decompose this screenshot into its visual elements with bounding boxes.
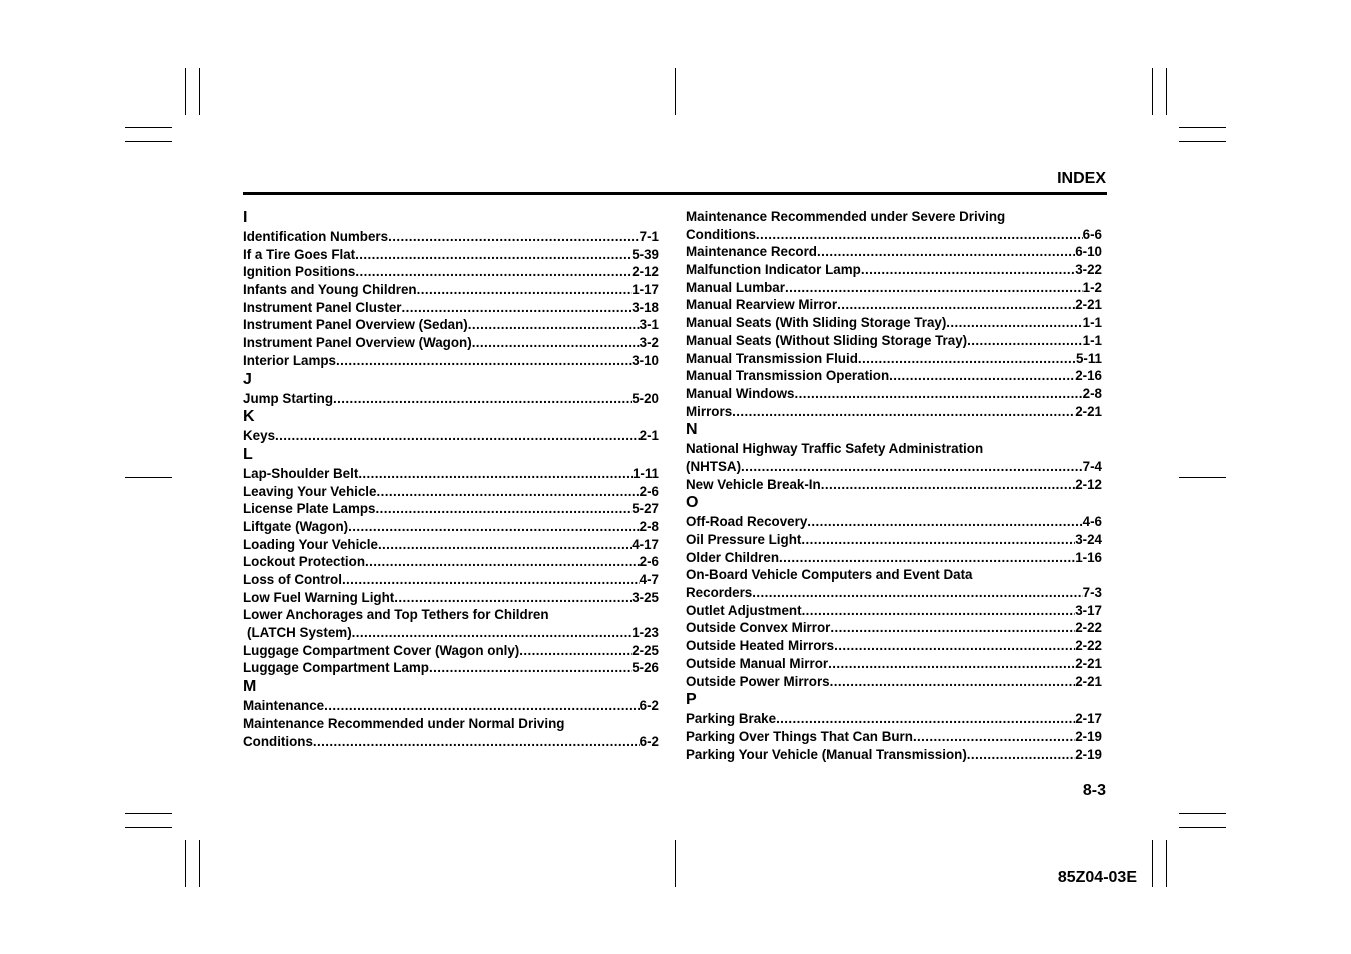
index-entry [686,476,1102,494]
index-entry [686,458,1102,476]
section-letter: J [243,370,252,388]
index-entry-name: Outside Heated Mirrors [686,638,835,654]
index-entry [686,385,1102,403]
dot-leader [378,536,632,554]
index-entry [686,403,1102,421]
dot-leader [348,518,640,536]
index-entry-name: Instrument Panel Cluster [243,299,402,315]
index-entry [686,350,1102,368]
section-letter: M [243,678,257,696]
index-entry-page: 5-26 [632,660,659,676]
index-entry-name: Manual Lumbar [686,279,785,295]
dot-leader [313,733,640,751]
dot-leader [355,246,632,264]
index-entry-page: 1-2 [1082,279,1102,295]
index-entry [243,500,659,518]
index-entry [243,334,659,352]
index-entry-lead: National Highway Traffic Safety Administration [686,441,984,457]
index-entry-page: 1-16 [1075,549,1102,565]
dot-leader [402,299,633,317]
dot-leader [472,334,640,352]
index-entry-name: (LATCH System) [247,625,352,641]
crop-mark [1179,813,1226,814]
dot-leader [388,228,640,246]
index-entry-name: Manual Transmission Operation [686,368,890,384]
index-entry-name: Loss of Control [243,572,342,587]
index-entry-name: Low Fuel Warning Light [243,589,395,605]
dot-leader [821,476,1075,494]
index-entry-name: Manual Rearview Mirror [686,297,838,313]
index-entry-page: 1-1 [1082,315,1102,331]
index-entry-name: License Plate Lamps [243,501,376,517]
index-entry [686,619,1102,637]
index-entry-page: 7-1 [639,229,659,244]
index-entry [686,513,1102,531]
section-letter: P [686,691,697,709]
index-entry [686,637,1102,655]
dot-leader [834,637,1075,655]
index-entry-page: 2-6 [639,554,659,570]
dot-leader [756,226,1083,244]
index-entry [243,624,659,642]
index-entry-page: 7-4 [1082,458,1102,474]
index-entry [243,697,659,715]
index-entry-name: Parking Your Vehicle (Manual Transmission) [686,746,967,762]
crop-mark [125,477,172,478]
page-number: 8-3 [1082,782,1106,799]
index-entry-name: Luggage Compartment Lamp [243,660,429,676]
index-entry-name: Maintenance Record [686,244,817,260]
dot-leader [375,500,632,518]
index-entry-name: Infants and Young Children [243,282,417,298]
index-entry [686,584,1102,602]
index-entry-name: Loading Your Vehicle [243,536,378,552]
index-entry-page: 2-17 [1075,711,1102,727]
dot-leader [741,458,1083,476]
crop-mark [1152,68,1153,115]
section-letter: O [686,494,699,512]
index-entry [686,332,1102,350]
index-entry-page: 3-24 [1075,532,1102,547]
dot-leader [355,263,632,281]
crop-mark [1152,840,1153,887]
crop-mark [185,840,186,887]
index-entry-name: Outside Convex Mirror [686,620,831,636]
section-letter: I [243,209,248,226]
section-letter: N [686,421,698,439]
index-column-left [243,208,659,750]
index-entry-page: 2-22 [1075,620,1102,636]
dot-leader [429,659,632,677]
index-entry-page: 6-2 [639,733,659,749]
dot-leader [837,296,1075,314]
index-entry-page: 1-17 [632,282,659,298]
index-entry-page: 2-12 [1075,476,1102,492]
index-entry-page: 3-25 [632,589,659,605]
dot-leader [352,624,633,642]
index-entry-page: 2-6 [639,483,659,499]
dot-leader [468,316,640,334]
dot-leader [802,602,1076,620]
crop-mark [125,127,172,128]
index-entry-lead: Maintenance Recommended under Normal Driving [243,715,565,731]
index-entry-page: 6-2 [639,698,659,714]
index-entry [686,314,1102,332]
index-entry [686,746,1102,764]
index-entry-name: Oil Pressure Light [686,532,802,547]
dot-leader [830,619,1075,637]
index-entry-name: Manual Seats (Without Sliding Storage Tray) [686,332,968,348]
index-entry-page: 1-23 [632,625,659,641]
index-entry-lead: On-Board Vehicle Computers and Event Data [686,567,973,583]
index-entry [243,465,659,483]
index-entry [686,226,1102,244]
index-entry [243,733,659,751]
section-letter: L [243,445,253,463]
index-entry-page: 1-11 [632,465,659,481]
dot-leader [519,642,632,660]
index-entry-name: Interior Lamps [243,352,337,368]
index-entry [243,553,659,571]
dot-leader [807,513,1082,531]
dot-leader [967,746,1075,764]
dot-leader [779,549,1075,567]
index-entry-page: 3-10 [632,352,659,368]
index-entry [686,673,1102,691]
index-entry-page: 2-8 [1082,385,1102,401]
index-entry-page: 3-2 [639,335,659,351]
crop-mark [125,827,172,828]
index-entry-page: 7-3 [1082,585,1102,601]
index-entry-name: New Vehicle Break-In [686,476,821,492]
dot-leader [795,385,1083,403]
dot-leader [732,403,1075,421]
crop-mark [199,840,200,887]
index-entry [243,536,659,554]
index-entry [686,549,1102,567]
dot-leader [858,350,1076,368]
index-entry-page: 5-27 [632,501,659,517]
index-entry-page: 2-21 [1075,297,1102,313]
page-header-title: INDEX [1057,170,1106,187]
index-entry-page: 5-20 [632,390,659,406]
index-entry-page: 5-11 [1075,350,1102,366]
index-entry [686,243,1102,261]
index-entry-page: 2-21 [1075,673,1102,689]
index-entry-name: Ignition Positions [243,264,356,280]
index-entry [243,589,659,607]
index-entry [686,296,1102,314]
index-entry [243,299,659,317]
index-entry-page: 4-17 [632,536,659,552]
dot-leader [358,465,633,483]
document-code: 85Z04-03E [1057,869,1137,886]
index-entry-name: Leaving Your Vehicle [243,483,377,499]
dot-leader [417,281,633,299]
dot-leader [889,367,1075,385]
crop-mark [1166,840,1167,887]
dot-leader [342,571,640,589]
index-entry-name: Parking Over Things That Can Burn [686,728,913,744]
crop-mark [199,68,200,115]
index-entry-page: 2-19 [1075,728,1102,744]
section-letter: K [243,408,255,426]
dot-leader [785,279,1083,297]
index-entry-name: Outside Manual Mirror [686,655,829,671]
index-entry [686,602,1102,620]
index-entry-page: 6-6 [1082,226,1102,242]
index-entry-page: 2-21 [1075,655,1102,671]
index-entry-page: 3-17 [1075,602,1102,618]
dot-leader [776,710,1075,728]
index-entry-name: Off-Road Recovery [686,514,808,530]
dot-leader [861,261,1075,279]
index-entry [243,427,659,445]
index-entry-name: Outlet Adjustment [686,602,802,618]
crop-mark [675,68,676,115]
index-entry-name: Keys [243,428,276,444]
dot-leader [967,332,1083,350]
index-entry-name: Older Children [686,549,780,565]
index-entry [686,655,1102,673]
index-entry-lead: Maintenance Recommended under Severe Driving [686,209,1006,224]
index-entry-page: 2-16 [1075,368,1102,384]
crop-mark [1179,141,1226,142]
dot-leader [828,655,1075,673]
index-entry [243,316,659,334]
index-entry-name: Instrument Panel Overview (Sedan) [243,317,468,333]
index-entry-name: Lap-Shoulder Belt [243,465,359,481]
dot-leader [324,697,640,715]
index-entry [686,367,1102,385]
index-entry-name: Outside Power Mirrors [686,673,830,689]
crop-mark [1179,127,1226,128]
dot-leader [801,531,1075,549]
crop-mark [125,141,172,142]
dot-leader [752,584,1082,602]
index-entry-page: 2-8 [639,518,659,534]
header-rule [243,192,1107,195]
index-entry [243,281,659,299]
index-entry-name: Parking Brake [686,711,777,727]
dot-leader [336,352,632,370]
index-entry-name: Jump Starting [243,390,334,406]
dot-leader [333,390,632,408]
index-entry [686,279,1102,297]
dot-leader [376,483,639,501]
dot-leader [275,427,640,445]
index-entry-name: Lockout Protection [243,554,366,570]
index-entry-name: Luggage Compartment Cover (Wagon only) [243,642,520,658]
index-entry-name: Liftgate (Wagon) [243,518,349,534]
index-entry-page: 4-7 [639,572,659,587]
index-entry-page: 6-10 [1075,244,1102,260]
crop-mark [185,68,186,115]
dot-leader [394,589,632,607]
crop-mark [675,840,676,887]
index-entry [243,246,659,264]
index-entry [686,261,1102,279]
dot-leader [830,673,1076,691]
index-entry [243,518,659,536]
index-entry [243,228,659,246]
index-entry [243,263,659,281]
index-entry [686,710,1102,728]
index-entry-name: Manual Windows [686,385,795,401]
index-entry-page: 2-12 [632,264,659,280]
index-entry-name: Recorders [686,585,753,601]
dot-leader [365,553,640,571]
index-entry-name: Instrument Panel Overview (Wagon) [243,335,472,351]
index-entry-page: 5-39 [632,246,659,262]
crop-mark [1179,477,1226,478]
index-entry-page: 2-19 [1075,746,1102,762]
index-entry [686,531,1102,549]
crop-mark [1179,827,1226,828]
index-entry [243,483,659,501]
index-entry-page: 2-21 [1075,403,1102,419]
index-entry-page: 2-25 [632,642,659,658]
index-entry-name: Identification Numbers [243,229,389,244]
index-entry-page: 3-22 [1075,262,1102,278]
index-entry-page: 1-1 [1082,332,1102,348]
index-entry-name: (NHTSA) [686,458,742,474]
index-entry-page: 4-6 [1082,514,1102,530]
index-entry [686,728,1102,746]
index-entry [243,352,659,370]
index-entry-page: 3-1 [639,317,659,333]
index-entry [243,390,659,408]
index-entry-page: 2-1 [639,428,659,444]
index-entry-lead: Lower Anchorages and Top Tethers for Children [243,607,549,623]
index-entry-name: Malfunction Indicator Lamp [686,262,861,278]
index-entry-name: Manual Transmission Fluid [686,350,858,366]
crop-mark [125,813,172,814]
index-entry-name: Maintenance [243,698,325,714]
index-entry-name: If a Tire Goes Flat [243,246,356,262]
index-entry [243,659,659,677]
dot-leader [817,243,1075,261]
index-entry-page: 2-22 [1075,638,1102,654]
index-entry [243,642,659,660]
index-entry-name: Manual Seats (With Sliding Storage Tray) [686,315,947,331]
index-entry-page: 3-18 [632,299,659,315]
dot-leader [946,314,1082,332]
index-entry-name: Conditions [686,226,756,242]
index-entry [243,571,659,589]
index-entry-name: Conditions [243,733,313,749]
crop-mark [1166,68,1167,115]
dot-leader [913,728,1075,746]
index-column-right [686,208,1102,763]
index-entry-name: Mirrors [686,403,733,419]
